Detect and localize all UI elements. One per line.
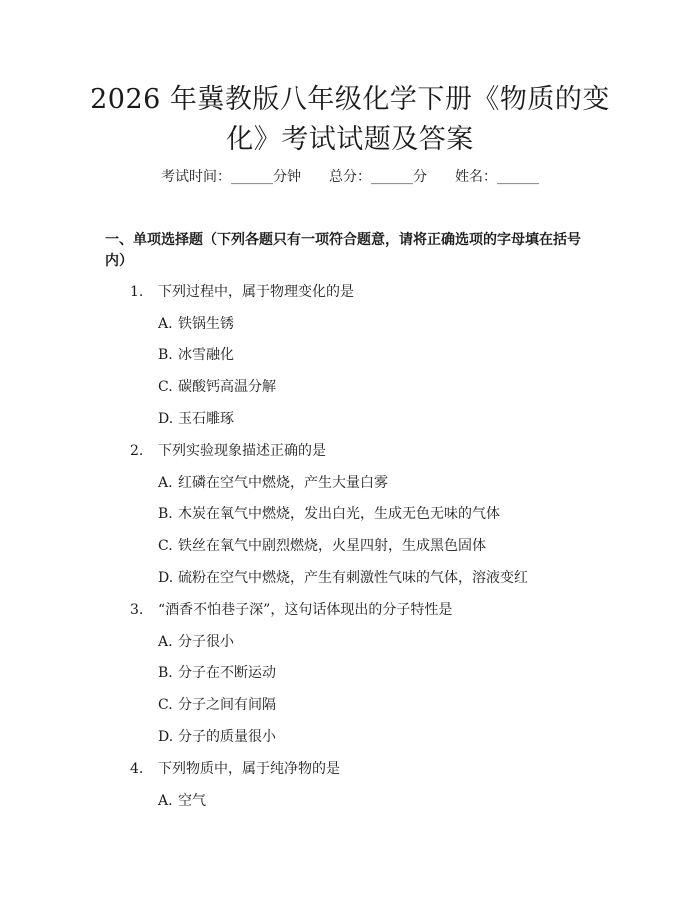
exam-time: 考试时间：______分钟	[161, 169, 301, 185]
option-text: 铁锅生锈	[178, 316, 234, 332]
option-text: 木炭在氧气中燃烧，发出白光，生成无色无味的气体	[178, 506, 500, 522]
student-name: 姓名：______	[455, 169, 539, 185]
question-text: 下列实验现象描述正确的是	[158, 443, 326, 459]
option-text: 分子之间有间隔	[178, 697, 276, 713]
option-text: 分子很小	[178, 634, 234, 650]
question-number: 4.	[130, 761, 144, 777]
option-letter: D.	[158, 570, 174, 586]
question-1-option-d	[158, 409, 234, 429]
option-text: 分子的质量很小	[178, 729, 276, 745]
exam-info	[0, 167, 700, 187]
question-3	[130, 600, 452, 620]
section-heading-line-1: 一、单项选择题（下列各题只有一项符合题意，请将正确选项的字母填在括号	[105, 232, 581, 248]
question-text: 下列过程中，属于物理变化的是	[158, 284, 354, 300]
question-text: 下列物质中，属于纯净物的是	[158, 761, 340, 777]
question-text: “酒香不怕巷子深”，这句话体现出的分子特性是	[158, 602, 453, 618]
option-text: 空气	[178, 793, 206, 809]
question-2-option-a	[158, 473, 388, 493]
question-3-option-d	[158, 727, 276, 747]
question-3-option-c	[158, 695, 276, 715]
option-letter: B.	[158, 665, 173, 681]
option-text: 红磷在空气中燃烧，产生大量白雾	[178, 475, 388, 491]
option-letter: A.	[158, 634, 173, 650]
option-letter: A.	[158, 475, 173, 491]
question-2-option-b	[158, 504, 500, 524]
question-3-option-a	[158, 632, 234, 652]
option-letter: D.	[158, 411, 174, 427]
option-letter: B.	[158, 506, 173, 522]
question-3-option-b	[158, 663, 276, 683]
option-text: 冰雪融化	[178, 347, 234, 363]
option-text: 玉石雕琢	[178, 411, 234, 427]
option-text: 硫粉在空气中燃烧，产生有刺激性气味的气体，溶液变红	[178, 570, 528, 586]
question-number: 1.	[130, 284, 144, 300]
option-letter: C.	[158, 697, 173, 713]
title-line-2: 化》考试试题及答案	[226, 124, 474, 155]
option-text: 碳酸钙高温分解	[178, 379, 276, 395]
option-letter: C.	[158, 538, 173, 554]
option-letter: C.	[158, 379, 173, 395]
option-letter: A.	[158, 316, 173, 332]
question-1-option-a	[158, 314, 234, 334]
question-4-option-a	[158, 791, 206, 811]
option-text: 分子在不断运动	[178, 665, 276, 681]
question-1-option-c	[158, 377, 276, 397]
question-4	[130, 759, 340, 779]
question-1-option-b	[158, 345, 234, 365]
question-2-option-d	[158, 568, 528, 588]
section-heading	[105, 230, 595, 272]
title-line-1: 2026 年冀教版八年级化学下册《物质的变	[90, 84, 610, 115]
total-score: 总分：______分	[329, 169, 427, 185]
section-heading-line-2: 内）	[105, 253, 133, 269]
question-number: 3.	[130, 602, 144, 618]
option-letter: B.	[158, 347, 173, 363]
question-1	[130, 282, 354, 302]
question-2	[130, 441, 326, 461]
option-letter: A.	[158, 793, 173, 809]
exam-title	[60, 80, 640, 160]
option-letter: D.	[158, 729, 174, 745]
option-text: 铁丝在氧气中剧烈燃烧，火星四射，生成黑色固体	[178, 538, 486, 554]
question-number: 2.	[130, 443, 144, 459]
question-2-option-c	[158, 536, 486, 556]
